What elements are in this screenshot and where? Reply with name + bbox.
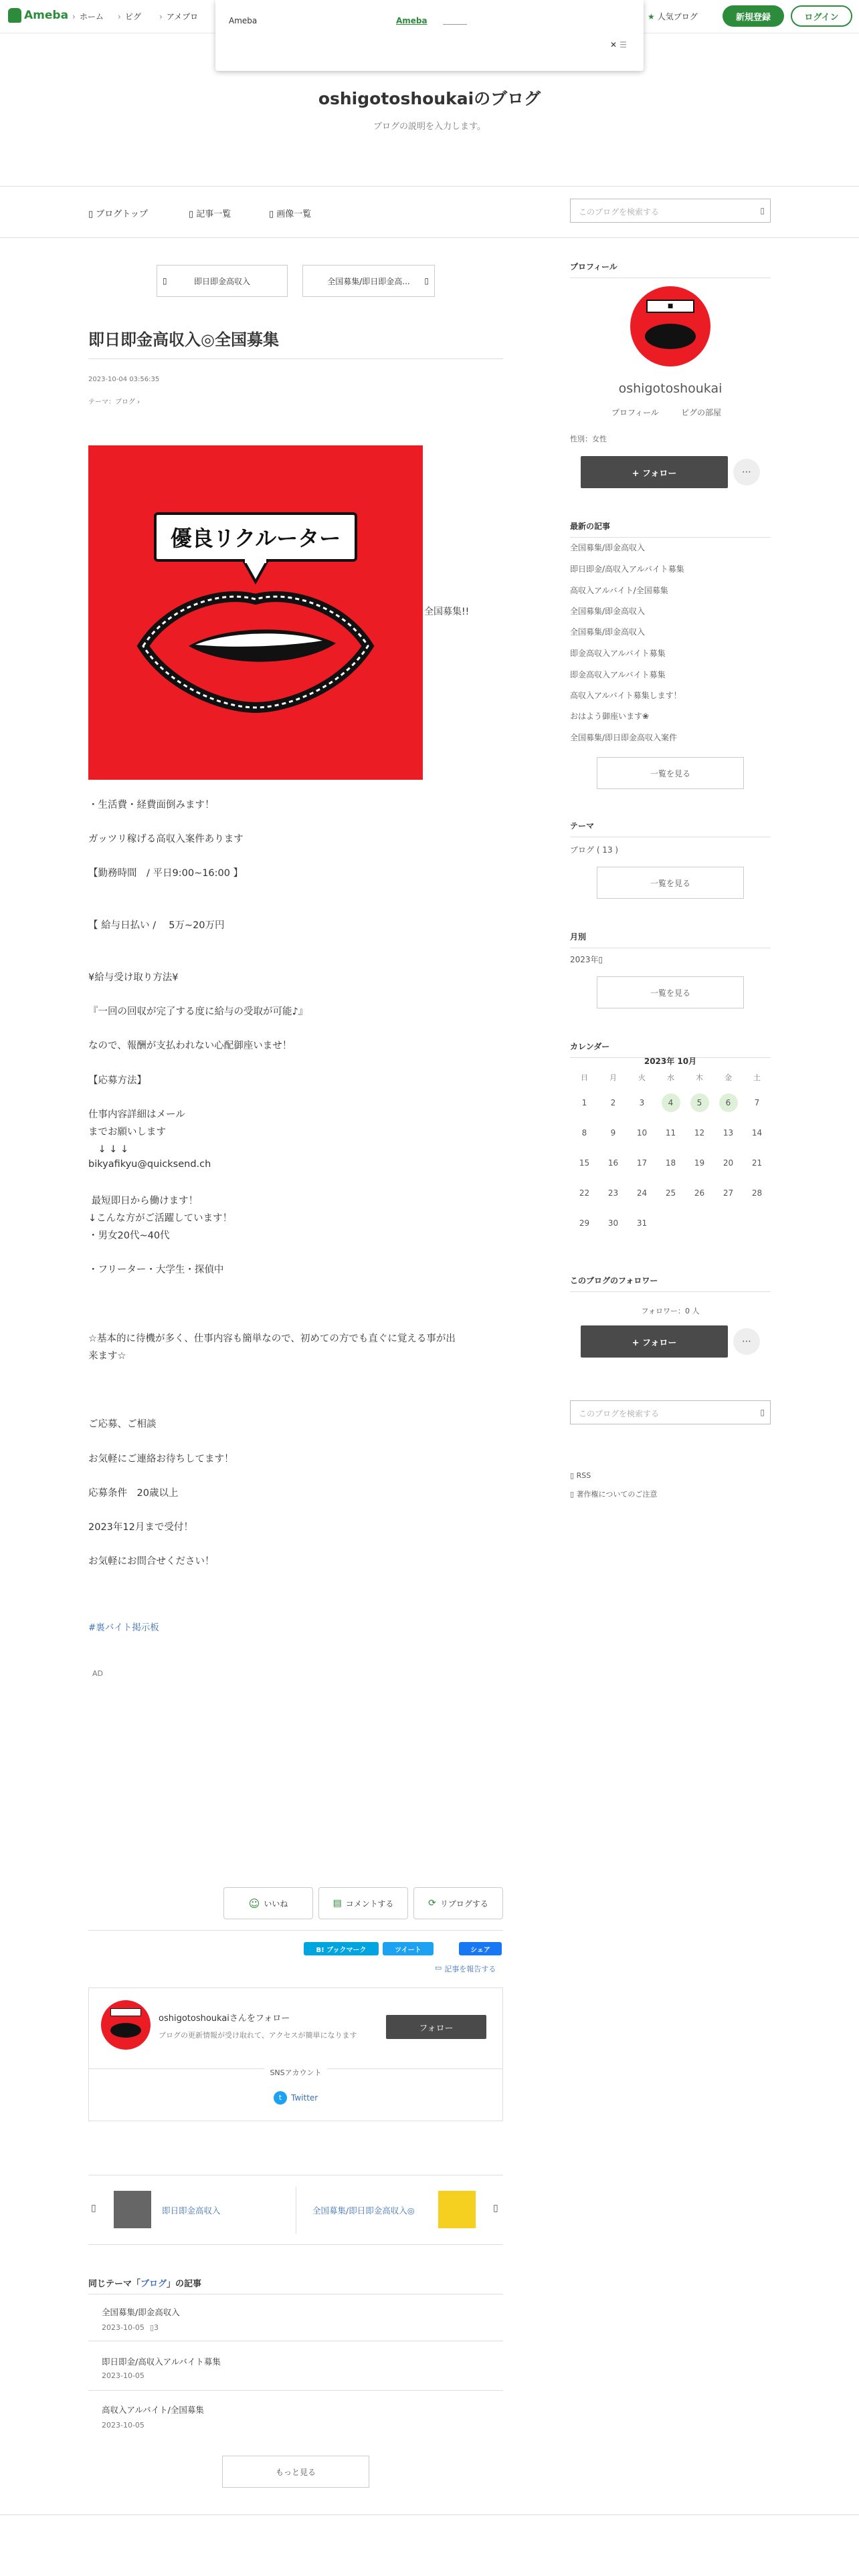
calendar-day (656, 1148, 685, 1178)
chevron-right-icon: › (135, 399, 140, 406)
sns-label (89, 2067, 502, 2078)
chevron-left-icon: ▯ (91, 2203, 96, 2214)
calendar-week-row (570, 1087, 771, 1117)
popup-divider (443, 24, 467, 25)
related-item-date: 2023-10-05 (102, 2371, 145, 2380)
header-popup (215, 0, 644, 71)
calendar-day-number: 19 (694, 1158, 705, 1168)
body-line: ・生活費・経費面倒みます！ (88, 800, 215, 811)
body-line: までお願いします (88, 1127, 166, 1138)
chevron-right-icon: ▯ (424, 276, 429, 286)
title-divider (88, 358, 503, 359)
related-more-button[interactable]: もっと見る (222, 2456, 369, 2488)
calendar-day (743, 1148, 771, 1178)
related-item-title[interactable]: 全国募集/即金高収入 (102, 2307, 180, 2317)
calendar-month: 2023年 10月 (644, 1057, 697, 1066)
monthly-item-label: 2023年 (570, 955, 599, 964)
calendar-day (570, 1087, 599, 1117)
image-side-text: 全国募集!! (424, 607, 470, 617)
calendar-day-number: 18 (665, 1158, 676, 1168)
calendar-day-number: 25 (665, 1188, 676, 1198)
copyright-label: 著作権についてのご注意 (576, 1490, 658, 1499)
next-post-title: 全国募集/即日即金高収入◎ (312, 2206, 415, 2216)
calendar-day (599, 1208, 628, 1238)
article-theme[interactable] (88, 396, 140, 406)
next-article-label: 全国募集/即日即金高... (327, 276, 410, 286)
related-item-date (102, 2323, 159, 2332)
calendar-day-number: 2 (610, 1097, 616, 1107)
body-line: 最短即日から働けます！ (88, 1196, 199, 1206)
sidebar-follow-button[interactable]: + フォロー (581, 456, 728, 488)
calendar-week-row (570, 1148, 771, 1178)
followers-follow-button[interactable]: + フォロー (581, 1325, 728, 1358)
logo-text: Ameba (24, 9, 69, 22)
calendar-day (656, 1208, 685, 1238)
follow-title: oshigotoshoukaiさんをフォロー (159, 2014, 290, 2024)
avatar-lips (110, 2023, 141, 2038)
related-heading (88, 2276, 201, 2289)
calendar-week-row (570, 1208, 771, 1238)
calendar-day (685, 1178, 714, 1208)
latest-item[interactable]: 全国募集/即金高収入 (570, 627, 646, 637)
signup-button[interactable]: 新規登録 (723, 5, 784, 27)
nav-pigg[interactable]: › ピグ (118, 11, 141, 22)
latest-item[interactable]: 全国募集/即金高収入 (570, 607, 646, 616)
calendar-day-number: 7 (754, 1097, 760, 1107)
login-button[interactable]: ログイン (791, 5, 852, 27)
hashtag-link[interactable]: #裏バイト掲示板 (88, 1622, 159, 1633)
latest-heading: 最新の記事 (570, 520, 771, 538)
report-label: 記事を報告する (444, 1965, 496, 1973)
nav-image-list-label: 画像一覧 (276, 209, 312, 219)
comment-icon: ▯ (149, 2323, 154, 2332)
star-icon: ★ (648, 11, 655, 21)
calendar-day (714, 1178, 743, 1208)
latest-see-all-button[interactable]: 一覧を見る (597, 757, 744, 789)
calendar-day (743, 1178, 771, 1208)
profile-avatar[interactable] (630, 286, 710, 366)
calendar-day (743, 1117, 771, 1148)
calendar-day (599, 1117, 628, 1148)
related-item-date-text: 2023-10-05 (102, 2323, 145, 2332)
latest-item[interactable]: 全国募集/即日即金高収入案件 (570, 733, 678, 742)
blog-search-input[interactable] (570, 199, 771, 223)
popup-label: Ameba (229, 16, 258, 25)
follow-box (88, 1988, 503, 2121)
latest-item[interactable]: おはよう御座います❀ (570, 712, 650, 721)
theme-see-all-button[interactable]: 一覧を見る (597, 867, 744, 899)
calendar-day-number: 15 (579, 1158, 590, 1168)
home-icon: ▯ (88, 209, 96, 219)
calendar-day-number: 4 (662, 1093, 680, 1112)
prev-post-title: 即日即金高収入 (162, 2206, 221, 2216)
calendar-table (570, 1067, 771, 1238)
calendar-day (628, 1208, 656, 1238)
body-line: ・男女20代~40代 (88, 1230, 170, 1241)
body-line: ↓ ↓ ↓ (88, 1144, 129, 1155)
body-line: お気軽にご連絡お待ちしてます！ (88, 1454, 234, 1465)
rss-link[interactable] (570, 1471, 591, 1480)
calendar-day-number: 14 (751, 1128, 763, 1138)
body-line: 応募条件 20歳以上 (88, 1488, 179, 1499)
twitter-link[interactable] (274, 2091, 318, 2105)
prev-post-link[interactable] (88, 2187, 296, 2234)
calendar-weekday: 土 (753, 1073, 761, 1082)
calendar-day (656, 1117, 685, 1148)
calendar-day-number: 12 (694, 1128, 705, 1138)
reblog-button[interactable] (413, 1887, 503, 1919)
popup-close-button[interactable] (610, 40, 627, 49)
comment-icon: ▤ (332, 1898, 342, 1909)
theme-item[interactable]: ブログ ( 13 ) (570, 845, 619, 855)
calendar-day (570, 1148, 599, 1178)
ad-label: AD (92, 1669, 103, 1678)
calendar-weekday: 水 (667, 1073, 674, 1082)
like-label: いいね (264, 1899, 288, 1909)
calendar-day (714, 1148, 743, 1178)
reblog-icon: ⟳ (428, 1898, 436, 1909)
calendar-day (714, 1117, 743, 1148)
calendar-day[interactable] (656, 1087, 685, 1117)
latest-item[interactable]: 高収入アルバイト募集します！ (570, 691, 682, 700)
blog-title[interactable]: oshigotoshoukaiのブログ (318, 89, 541, 108)
calendar-day (570, 1117, 599, 1148)
calendar-week-row (570, 1117, 771, 1148)
twitter-label: Twitter (291, 2093, 318, 2103)
calendar-day-number: 17 (636, 1158, 648, 1168)
copyright-link[interactable] (570, 1489, 657, 1499)
article-datetime: 2023-10-04 03:56:35 (88, 376, 160, 383)
latest-item[interactable]: 高収入アルバイト/全国募集 (570, 586, 668, 595)
more-options-icon[interactable]: ⋯ (733, 1328, 760, 1355)
calendar-day-number: 23 (607, 1188, 619, 1198)
calendar-day-number (662, 1212, 680, 1231)
body-line: お気軽にお問合せください！ (88, 1556, 215, 1567)
pig-room-link[interactable]: ピグの部屋 (681, 408, 722, 417)
body-line: ¥給与受け取り方法¥ (88, 972, 179, 983)
calendar-day (599, 1178, 628, 1208)
calendar-week-row (570, 1178, 771, 1208)
nav-blog-top-label: ブログトップ (96, 209, 148, 219)
body-line: 2023年12月まで受付！ (88, 1522, 193, 1533)
latest-item[interactable]: 全国募集/即金高収入 (570, 543, 646, 552)
related-item-count: 3 (154, 2323, 159, 2332)
body-line: 【 給与日払い / 5万~20万円 (88, 920, 225, 931)
footer-divider (0, 2514, 859, 2515)
ameba-logo[interactable] (8, 8, 68, 23)
body-line: ガッツリ稼げる高収入案件あります (88, 834, 244, 845)
calendar-day (570, 1178, 599, 1208)
next-post-thumbnail (438, 2191, 476, 2228)
popular-label: 人気ブログ (657, 12, 698, 21)
prev-post-thumbnail (114, 2191, 151, 2228)
tweet-button[interactable]: ツイート (383, 1942, 434, 1955)
calendar-day (685, 1117, 714, 1148)
prevnext-bottom-divider (88, 2244, 503, 2245)
rss-label: RSS (576, 1471, 591, 1480)
followers-count[interactable]: フォロワー：0 人 (641, 1307, 700, 1315)
calendar-day-number: 27 (723, 1188, 734, 1198)
calendar-day-number: 11 (665, 1128, 676, 1138)
calendar-day (743, 1087, 771, 1117)
calendar-heading: カレンダー (570, 1041, 771, 1058)
calendar-day-number (719, 1212, 738, 1231)
chevron-left-icon: ▯ (163, 276, 167, 286)
rss-icon: ▯ (570, 1471, 577, 1480)
follow-button[interactable]: フォロー (386, 2015, 486, 2039)
article-theme-label: テーマ：ブログ (88, 399, 135, 406)
follow-description: ブログの更新情報が受け取れて、アクセスが簡単になります (159, 2031, 357, 2040)
calendar-day-number: 3 (639, 1097, 645, 1107)
latest-item[interactable]: 即金高収入アルバイト募集 (570, 670, 666, 679)
calendar-weekday: 木 (696, 1073, 703, 1082)
like-button[interactable] (223, 1887, 313, 1919)
calendar-day-number: 26 (694, 1188, 705, 1198)
profile-link[interactable]: プロフィール (611, 408, 659, 417)
related-heading-theme[interactable]: ブログ (140, 2279, 167, 2289)
nav-home[interactable]: › ホーム (72, 11, 104, 22)
calendar-day-number: 24 (636, 1188, 648, 1198)
twitter-icon: t (274, 2091, 287, 2105)
chevron-down-icon: ▯ (598, 955, 603, 964)
nav-article-list-label: 記事一覧 (196, 209, 231, 219)
avatar-caption: ■ (646, 300, 694, 313)
info-icon: ▯ (570, 1490, 577, 1499)
image-caption-bubble: 優良リクルーター (154, 512, 357, 562)
ameba-logo-icon (8, 8, 21, 23)
related-item-title[interactable]: 即日即金/高収入アルバイト募集 (102, 2357, 221, 2367)
calendar-day[interactable] (714, 1087, 743, 1117)
nav-image-list[interactable] (269, 207, 311, 219)
body-line: ↓こんな方がご活躍しています！ (88, 1213, 233, 1224)
body-line: なので、報酬が支払われない心配御座いませ！ (88, 1041, 292, 1051)
menu-icon: ☰ (619, 40, 627, 49)
calendar-day (685, 1208, 714, 1238)
latest-item[interactable]: 即金高収入アルバイト募集 (570, 649, 666, 658)
followers-heading: このブログのフォロワー (570, 1275, 771, 1292)
body-line: 来ます☆ (88, 1351, 126, 1362)
body-line: ・フリーター・大学生・探偵中 (88, 1265, 224, 1275)
report-article-link[interactable] (435, 1963, 496, 1974)
calendar-day-number (748, 1212, 767, 1231)
list-icon: ▯ (189, 209, 197, 219)
monthly-heading: 月別 (570, 931, 771, 948)
lips-illustration (88, 445, 423, 780)
monthly-item[interactable] (570, 954, 603, 965)
calendar-day-number: 8 (581, 1128, 587, 1138)
nav-blog-top[interactable] (88, 207, 148, 219)
calendar-day-number: 5 (690, 1093, 709, 1112)
calendar-day (714, 1208, 743, 1238)
calendar-day-number: 9 (610, 1128, 616, 1138)
profile-heading: プロフィール (570, 261, 771, 278)
prev-article-label: 即日即金高収入 (193, 276, 250, 286)
calendar-day-number: 22 (579, 1188, 590, 1198)
profile-username[interactable]: oshigotoshoukai (618, 381, 723, 396)
avatar-caption (110, 2008, 141, 2016)
body-line: 『一回の回収が完了する度に給与の受取が可能♪』 (88, 1006, 308, 1017)
calendar-day-number: 1 (581, 1097, 587, 1107)
more-options-icon[interactable]: ⋯ (733, 459, 760, 486)
body-line: 仕事内容詳細はメール (88, 1109, 185, 1120)
calendar-day-number: 16 (607, 1158, 619, 1168)
search-icon[interactable]: ▯ (760, 206, 765, 215)
next-post-link[interactable] (296, 2187, 503, 2234)
body-line: 【応募方法】 (88, 1075, 147, 1086)
calendar-day-number: 30 (607, 1218, 619, 1228)
related-heading-post: 」の記事 (167, 2279, 202, 2289)
profile-gender: 性別：女性 (570, 435, 607, 443)
follow-avatar[interactable] (101, 2000, 151, 2050)
calendar-day-number: 31 (636, 1218, 648, 1228)
calendar-day (743, 1208, 771, 1238)
calendar-weekday: 金 (725, 1073, 732, 1082)
sns-label-text: SNSアカウント (264, 2068, 326, 2077)
calendar-day-number: 21 (751, 1158, 763, 1168)
reblog-label: リブログする (440, 1899, 488, 1909)
popup-link[interactable]: Ameba (396, 16, 427, 25)
calendar-day (628, 1148, 656, 1178)
calendar-day (656, 1178, 685, 1208)
body-line: ご応募、ご相談 (88, 1419, 157, 1430)
smile-icon: ☺ (248, 1897, 260, 1910)
calendar-day (628, 1117, 656, 1148)
calendar-day-number: 29 (579, 1218, 590, 1228)
related-item-title[interactable]: 高収入アルバイト/全国募集 (102, 2405, 204, 2415)
latest-item[interactable]: 即日即金/高収入アルバイト募集 (570, 564, 684, 574)
popular-blog-link[interactable] (648, 11, 698, 22)
image-icon: ▯ (269, 209, 277, 219)
calendar-weekday-row (570, 1067, 771, 1087)
calendar-day[interactable] (685, 1087, 714, 1117)
calendar-weekday: 火 (638, 1073, 646, 1082)
related-item-date: 2023-10-05 (102, 2421, 145, 2430)
search-placeholder: このブログを検索する (579, 207, 660, 217)
calendar-day-number: 20 (723, 1158, 734, 1168)
calendar-weekday: 日 (581, 1073, 588, 1082)
article-image[interactable] (88, 445, 423, 780)
monthly-see-all-button[interactable]: 一覧を見る (597, 976, 744, 1008)
email-address[interactable]: bikyafikyu@quicksend.ch (88, 1159, 211, 1170)
body-line: ☆基本的に待機が多く、仕事内容も簡単なので、初めての方でも直ぐに覚える事が出 (88, 1333, 456, 1344)
chevron-right-icon: ▯ (493, 2203, 498, 2214)
calendar-day (599, 1087, 628, 1117)
calendar-day (628, 1178, 656, 1208)
comment-button[interactable] (318, 1887, 408, 1919)
flag-icon: ▭ (435, 1963, 442, 1972)
action-divider (88, 1930, 503, 1931)
calendar-day (685, 1148, 714, 1178)
calendar-day-number: 28 (751, 1188, 763, 1198)
nav-ameblo[interactable]: › アメブロ (159, 11, 198, 22)
calendar-day-number: 6 (719, 1093, 738, 1112)
calendar-day (628, 1087, 656, 1117)
theme-heading: テーマ (570, 820, 771, 837)
avatar-lips (645, 324, 696, 349)
calendar-day (599, 1148, 628, 1178)
close-icon: ✕ (610, 40, 617, 49)
sub-navigation (0, 186, 859, 238)
prev-article-button[interactable] (157, 265, 288, 297)
facebook-share-button[interactable]: シェア (459, 1942, 502, 1955)
body-line: 【勤務時間 / 平日9:00~16:00 】 (88, 868, 244, 879)
nav-article-list[interactable] (189, 207, 231, 219)
next-article-button[interactable] (302, 265, 435, 297)
search-placeholder: このブログを検索する (579, 1409, 660, 1418)
related-divider (88, 2390, 503, 2391)
related-heading-pre: 同じテーマ「 (88, 2279, 141, 2289)
hatena-bookmark-button[interactable]: B! ブックマーク (304, 1942, 379, 1955)
calendar-day (570, 1208, 599, 1238)
calendar-day-number: 10 (636, 1128, 648, 1138)
calendar-day-number: 13 (723, 1128, 734, 1138)
calendar-day-number (690, 1212, 709, 1231)
comment-label: コメントする (345, 1899, 394, 1909)
article-title[interactable]: 即日即金高収入◎全国募集 (88, 330, 279, 349)
sidebar-search-input[interactable] (570, 1400, 771, 1424)
search-icon[interactable]: ▯ (760, 1408, 765, 1417)
calendar-weekday: 月 (609, 1073, 617, 1082)
blog-description: ブログの説明を入力します。 (373, 122, 486, 132)
